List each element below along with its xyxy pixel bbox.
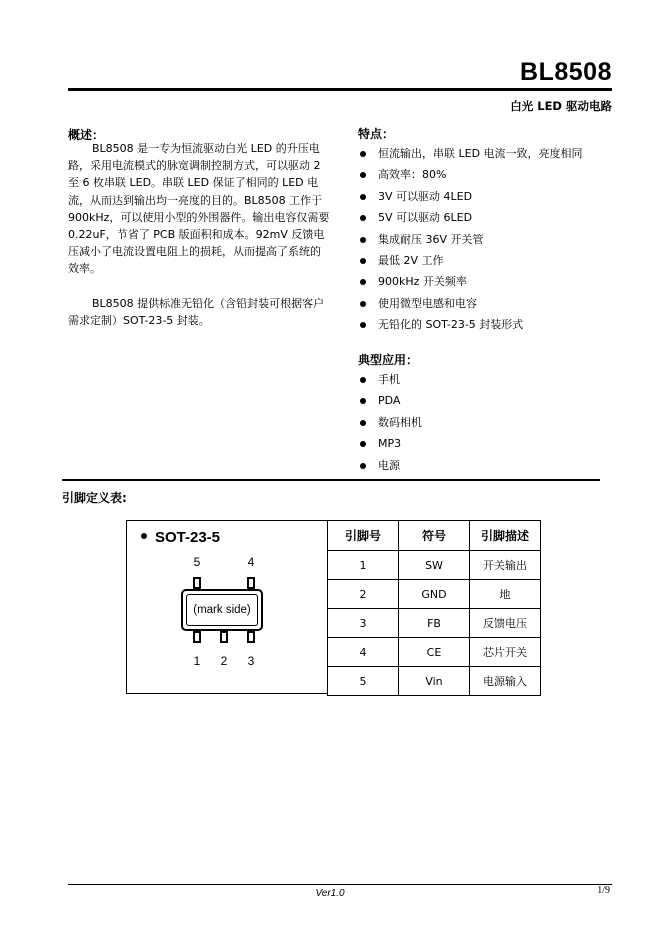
- feature-text: 高效率：80%: [378, 168, 447, 182]
- table-cell: 5: [328, 667, 399, 696]
- table-row: [328, 667, 541, 696]
- list-item: [358, 394, 422, 415]
- applications-heading: 典型应用：: [358, 353, 419, 367]
- list-item: [358, 437, 422, 458]
- document-title: BL8508: [520, 58, 612, 86]
- pin-lead: [193, 631, 201, 643]
- list-item: [358, 416, 422, 437]
- overview-paragraph: BL8508 提供标准无铅化（含铅封装可根据客户需求定制）SOT-23-5 封装。: [68, 296, 325, 327]
- feature-text: 900kHz 开关频率: [378, 275, 467, 289]
- table-row: [328, 638, 541, 667]
- list-item: [358, 147, 583, 168]
- table-cell: 1: [328, 551, 399, 580]
- table-cell: FB: [399, 609, 470, 638]
- footer-page-number: 1/9: [597, 885, 610, 896]
- document-subtitle: 白光 LED 驱动电路: [510, 99, 612, 113]
- list-item: [358, 233, 583, 254]
- pin-definition-heading: 引脚定义表:: [62, 491, 127, 505]
- footer-rule: [68, 884, 612, 885]
- table-cell: 电源输入: [470, 667, 541, 696]
- pin-number-3: 3: [247, 654, 255, 668]
- bullet-icon: [360, 279, 366, 285]
- footer-version: Ver1.0: [315, 888, 345, 899]
- pin-lead: [247, 577, 255, 589]
- pin-lead: [220, 631, 228, 643]
- list-item: [358, 459, 422, 480]
- bullet-icon: [360, 463, 366, 469]
- table-cell: CE: [399, 638, 470, 667]
- list-item: [358, 297, 583, 318]
- bullet-icon: [360, 172, 366, 178]
- pin-lead: [193, 577, 201, 589]
- mark-side-label: (mark side): [186, 594, 258, 626]
- table-cell: 反馈电压: [470, 609, 541, 638]
- table-cell: 开关输出: [470, 551, 541, 580]
- bullet-icon: [360, 301, 366, 307]
- list-item: [358, 190, 583, 211]
- column-header: 符号: [399, 521, 470, 551]
- table-cell: GND: [399, 580, 470, 609]
- table-cell: 地: [470, 580, 541, 609]
- pin-lead: [247, 631, 255, 643]
- column-header: 引脚描述: [470, 521, 541, 551]
- pin-number-4: 4: [247, 555, 255, 569]
- table-cell: 2: [328, 580, 399, 609]
- table-row: [328, 580, 541, 609]
- pin-number-2: 2: [220, 654, 228, 668]
- chip-body: [181, 589, 263, 631]
- list-item: [358, 211, 583, 232]
- table-cell: 3: [328, 609, 399, 638]
- bullet-icon: [360, 398, 366, 404]
- pin-number-5: 5: [193, 555, 201, 569]
- bullet-icon: [360, 215, 366, 221]
- package-name: SOT-23-5: [155, 529, 221, 546]
- bullet-icon: [141, 533, 147, 539]
- list-item: [358, 373, 422, 394]
- overview-paragraph: BL8508 是一专为恒流驱动白光 LED 的升压电路，采用电流模式的脉宽调制控制方式，可以驱动 2 至 6 枚串联 LED。串联 LED 保证了相同的 LED 电流，从而达到输出均一亮度的目的。BL8508 工作于 900kHz，可以使用小型的外围器件。输出电容仅需要 0.22uF，节省了 PCB 版面积和成本。92mV 反馈电压减小了电流设置电阻上的损耗，从而提高了系统的效率。: [68, 142, 330, 276]
- pin-definition-table: [327, 520, 541, 696]
- header-rule: [68, 88, 612, 91]
- overview-text: [68, 140, 330, 329]
- bullet-icon: [360, 420, 366, 426]
- table-cell: 4: [328, 638, 399, 667]
- package-diagram: [126, 520, 328, 694]
- bullet-icon: [360, 441, 366, 447]
- feature-text: 5V 可以驱动 6LED: [378, 211, 473, 225]
- overview-heading: 概述：: [68, 128, 105, 142]
- list-item: [358, 275, 583, 296]
- applications-list: [358, 373, 422, 480]
- table-cell: SW: [399, 551, 470, 580]
- feature-text: 无铅化的 SOT-23-5 封装形式: [378, 318, 524, 332]
- feature-text: 使用微型电感和电容: [378, 296, 477, 310]
- feature-text: 集成耐压 36V 开关管: [378, 232, 484, 246]
- bullet-icon: [360, 237, 366, 243]
- feature-text: 恒流输出，串联 LED 电流一致，亮度相同: [378, 147, 583, 160]
- application-text: 手机: [378, 373, 400, 386]
- bullet-icon: [360, 377, 366, 383]
- pin-number-1: 1: [193, 654, 201, 668]
- table-row: [328, 609, 541, 638]
- section-rule: [62, 479, 600, 481]
- table-row: [328, 551, 541, 580]
- feature-text: 3V 可以驱动 4LED: [378, 189, 473, 203]
- bullet-icon: [360, 322, 366, 328]
- features-heading: 特点：: [358, 127, 395, 141]
- features-list: [358, 147, 583, 340]
- list-item: [358, 168, 583, 189]
- list-item: [358, 318, 583, 339]
- list-item: [358, 254, 583, 275]
- bullet-icon: [360, 194, 366, 200]
- application-text: MP3: [378, 437, 402, 451]
- table-header-row: [328, 521, 541, 551]
- table-cell: Vin: [399, 667, 470, 696]
- application-text: 电源: [378, 458, 400, 472]
- bullet-icon: [360, 258, 366, 264]
- feature-text: 最低 2V 工作: [378, 253, 444, 267]
- application-text: PDA: [378, 394, 401, 408]
- application-text: 数码相机: [378, 415, 422, 429]
- column-header: 引脚号: [328, 521, 399, 551]
- table-cell: 芯片开关: [470, 638, 541, 667]
- package-label: [141, 529, 220, 546]
- bullet-icon: [360, 151, 366, 157]
